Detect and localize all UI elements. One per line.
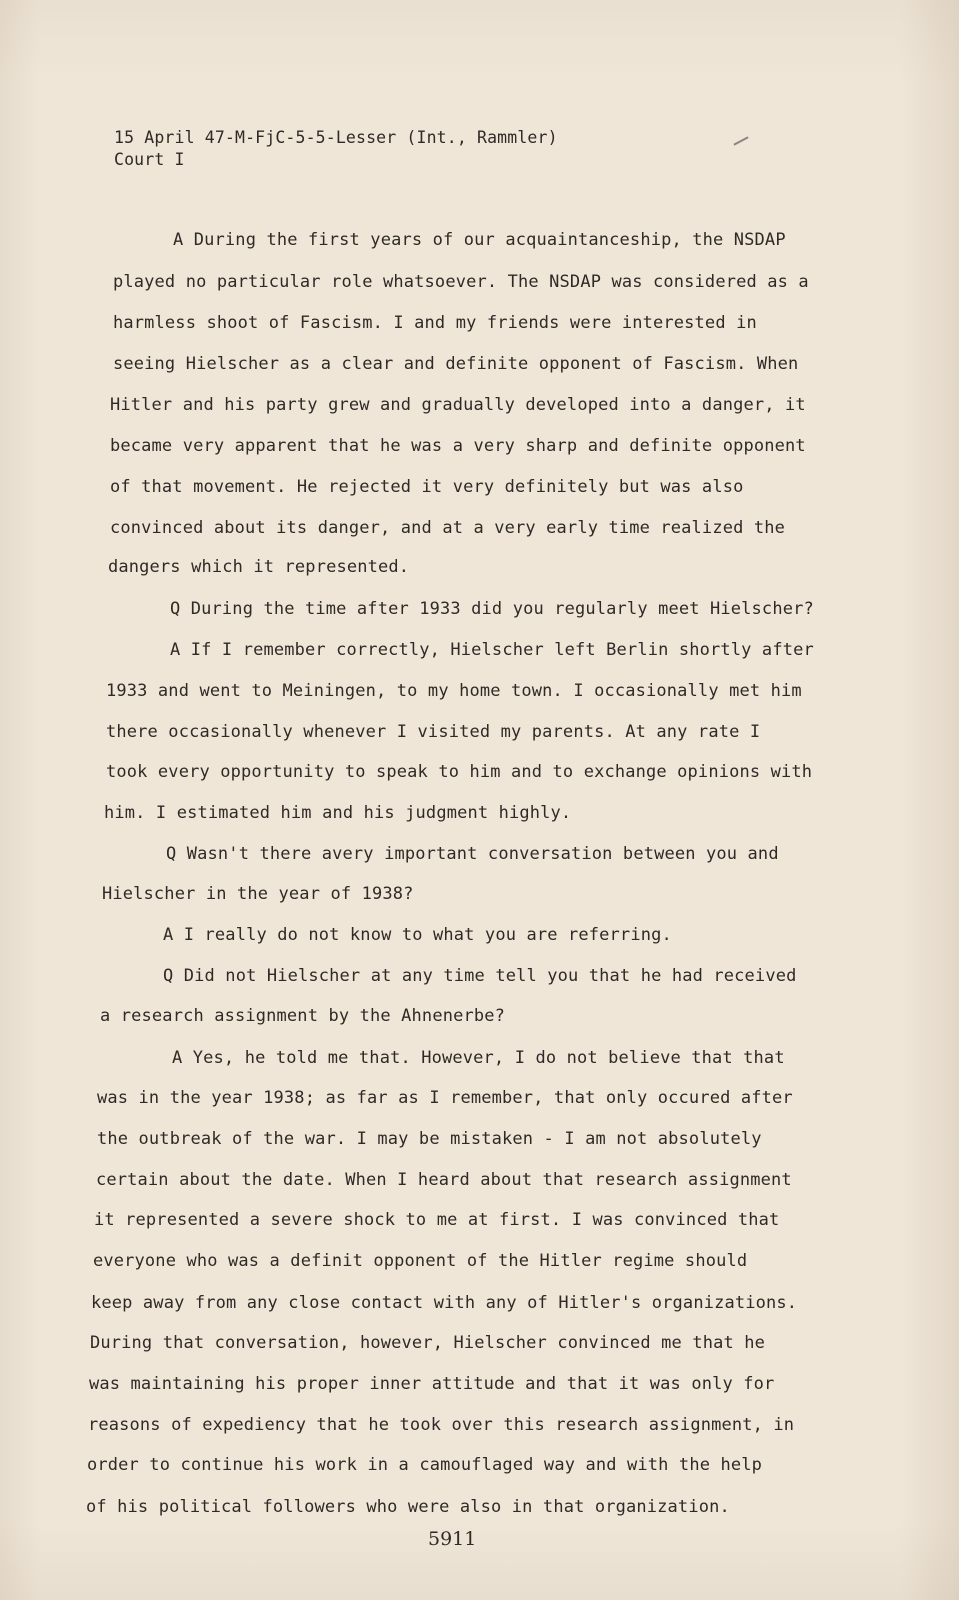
body-line: everyone who was a definit opponent of the Hitler regime should [93,1251,748,1271]
body-line: played no particular role whatsoever. The NSDAP was considered as a [113,272,809,292]
body-line: harmless shoot of Fascism. I and my friends were interested in [113,313,757,333]
header-line-1: 15 April 47-M-FjC-5-5-Lesser (Int., Rammler) [114,128,558,147]
page-number: 5911 [428,1528,477,1550]
body-line: took every opportunity to speak to him and to exchange opinions with [106,762,813,782]
body-line: A During the first years of our acquaintanceship, the NSDAP [173,230,786,250]
body-line: Hitler and his party grew and gradually developed into a danger, it [110,395,806,415]
body-line: Q Wasn't there avery important conversation between you and [166,844,779,864]
body-line: order to continue his work in a camouflaged way and with the help [87,1455,763,1475]
body-line: it represented a severe shock to me at first. I was convinced that [94,1210,780,1230]
body-line: dangers which it represented. [108,557,410,577]
body-line: convinced about its danger, and at a very early time realized the [110,518,786,538]
body-line: reasons of expediency that he took over this research assignment, in [88,1415,795,1435]
body-line: there occasionally whenever I visited my parents. At any rate I [106,722,761,742]
body-line: seeing Hielscher as a clear and definite opponent of Fascism. When [113,354,799,374]
body-line: certain about the date. When I heard about that research assignment [96,1170,792,1190]
body-line: the outbreak of the war. I may be mistaken - I am not absolutely [97,1129,762,1149]
body-line: Q During the time after 1933 did you regularly meet Hielscher? [170,599,814,619]
body-line: of that movement. He rejected it very definitely but was also [110,477,744,497]
header-line-2: Court I [114,150,185,169]
body-line: A Yes, he told me that. However, I do not believe that that [172,1048,785,1068]
body-line: Hielscher in the year of 1938? [102,884,414,904]
body-line: became very apparent that he was a very sharp and definite opponent [110,436,806,456]
body-line: him. I estimated him and his judgment highly. [104,803,572,823]
body-line: was maintaining his proper inner attitude and that it was only for [89,1374,775,1394]
body-line: was in the year 1938; as far as I remember, that only occured after [97,1088,793,1108]
body-line: keep away from any close contact with any of Hitler's organizations. [91,1293,798,1313]
body-line: During that conversation, however, Hielscher convinced me that he [90,1333,766,1353]
body-line: A I really do not know to what you are referring. [163,925,672,945]
body-line: Q Did not Hielscher at any time tell you that he had received [163,966,797,986]
pen-mark [733,136,748,145]
body-line: 1933 and went to Meiningen, to my home town. I occasionally met him [106,681,802,701]
body-line: a research assignment by the Ahnenerbe? [100,1006,506,1026]
body-line: A If I remember correctly, Hielscher left Berlin shortly after [170,640,814,660]
body-line: of his political followers who were also in that organization. [86,1497,730,1517]
